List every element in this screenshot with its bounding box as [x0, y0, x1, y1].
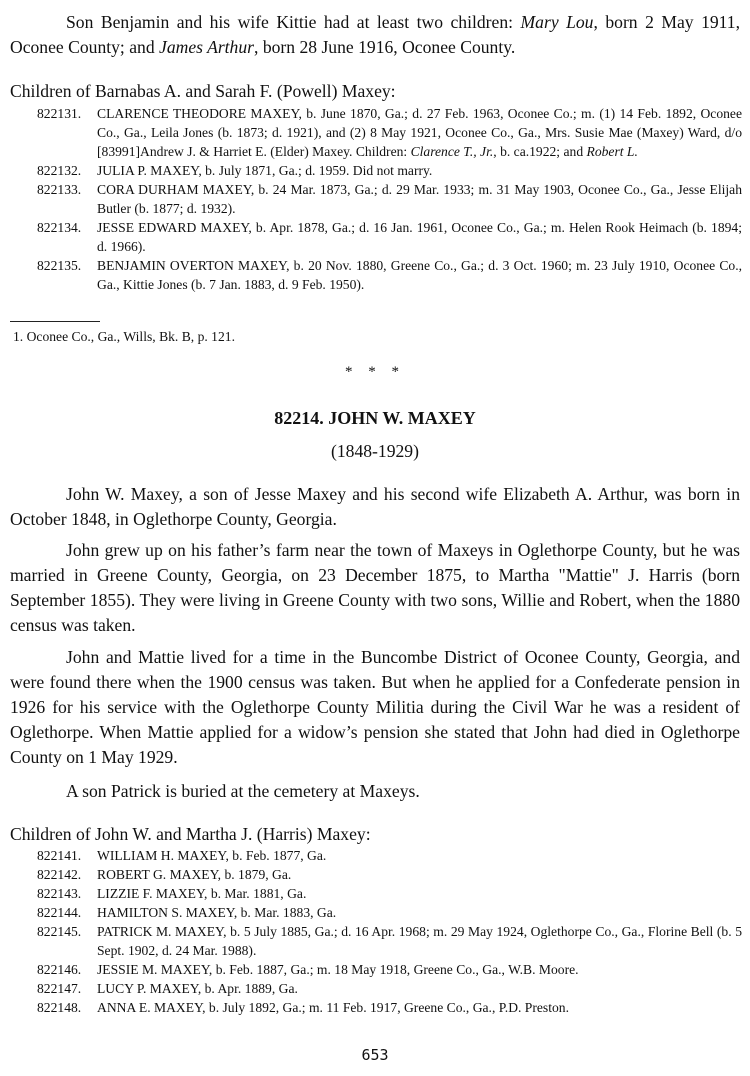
john-children-list — [0, 846, 742, 1017]
genealogy-entry — [0, 998, 742, 1017]
barnabas-children-heading: Children of Barnabas A. and Sarah F. (Powell) Maxey: — [10, 81, 396, 101]
entry-number: 822141. — [37, 848, 82, 863]
genealogy-entry — [0, 903, 742, 922]
genealogy-entry — [0, 180, 742, 218]
entry-number: 822147. — [37, 981, 82, 996]
entry-text: JESSIE M. MAXEY, b. Feb. 1887, Ga.; m. 18 May 1918, Greene Co., Ga., W.B. Moore. — [97, 962, 579, 977]
genealogy-entry — [0, 960, 742, 979]
entry-text: , b. ca.1922; and — [493, 144, 587, 159]
section-title: 82214. JOHN W. MAXEY — [274, 408, 476, 428]
genealogy-entry — [0, 979, 742, 998]
section-dates: (1848-1929) — [331, 441, 419, 461]
body-paragraph: John and Mattie lived for a time in the Buncombe District of Oconee County, Georgia, and were found there when the 1900 census was taken. But when he applied for a Confederate pension in 1926 for his service with the Oglethorpe County Militia during the Civil War he was a resident of Oglethorpe. When Mattie applied for a widow’s pension she stated that John had died in Oglethorpe County on 1 May 1929. — [10, 647, 740, 767]
entry-text: LUCY P. MAXEY, b. Apr. 1889, Ga. — [97, 981, 298, 996]
entry-text: BENJAMIN OVERTON MAXEY, b. 20 Nov. 1880, Greene Co., Ga.; d. 3 Oct. 1960; m. 23 July 1910, Oconee Co., Ga., Kittie Jones (b. 7 Jan. 1883, d. 9 Feb. 1950). — [97, 258, 742, 292]
child-name: Clarence T., Jr. — [410, 144, 494, 159]
paragraph-text: , born 2 May 1911, Oconee County; and — [10, 12, 740, 57]
child-name: Mary Lou — [520, 12, 594, 32]
entry-text: PATRICK M. MAXEY, b. 5 July 1885, Ga.; d. 16 Apr. 1968; m. 29 May 1924, Oglethorpe Co., Ga., Florine Bell (b. 5 Sept. 1902, d. 24 Mar. 1988). — [97, 924, 742, 958]
genealogy-entry — [0, 846, 742, 865]
entry-number: 822131. — [37, 106, 82, 121]
genealogy-entry — [0, 884, 742, 903]
entry-number: 822148. — [37, 1000, 82, 1015]
entry-text: ROBERT G. MAXEY, b. 1879, Ga. — [97, 867, 292, 882]
entry-text: WILLIAM H. MAXEY, b. Feb. 1877, Ga. — [97, 848, 327, 863]
entry-number: 822144. — [37, 905, 82, 920]
child-name: Robert L. — [586, 144, 638, 159]
entry-number: 822132. — [37, 163, 82, 178]
entry-text: HAMILTON S. MAXEY, b. Mar. 1883, Ga. — [97, 905, 337, 920]
entry-text: ANNA E. MAXEY, b. July 1892, Ga.; m. 11 Feb. 1917, Greene Co., Ga., P.D. Preston. — [97, 1000, 569, 1015]
body-paragraph: John grew up on his father’s farm near the town of Maxeys in Oglethorpe County, but he was married in Greene County, Georgia, on 23 December 1875, to Martha "Mattie" J. Harris (born September 1855). They were living in Greene County with two sons, Willie and Robert, when the 1880 census was taken. — [10, 540, 740, 635]
body-paragraph: John W. Maxey, a son of Jesse Maxey and his second wife Elizabeth A. Arthur, was born in October 1848, in Oglethorpe County, Georgia. — [10, 484, 740, 529]
genealogy-entry — [0, 218, 742, 256]
genealogy-entry — [0, 161, 742, 180]
footnote: 1. Oconee Co., Ga., Wills, Bk. B, p. 121. — [13, 329, 235, 344]
entry-number: 822135. — [37, 258, 82, 273]
john-children-heading: Children of John W. and Martha J. (Harris) Maxey: — [10, 824, 371, 844]
entry-number: 822142. — [37, 867, 82, 882]
entry-number: 822133. — [37, 182, 82, 197]
benjamin-children-paragraph — [10, 10, 740, 60]
entry-text: CLARENCE THEODORE MAXEY, b. June 1870, Ga.; d. 27 Feb. 1963, Oconee Co.; m. (1) 14 Feb. 1892, Oconee Co., Ga., Leila Jones (b. 1873; d. 1921), and (2) 8 May 1921, Oconee Co., Ga., Mrs. Susie Mae (Maxey) Ward, d/o [83991]Andrew J. & Harriet E. (Elder) Maxey. Children: — [97, 106, 742, 159]
page-number: 653 — [361, 1046, 389, 1064]
paragraph-text: Son Benjamin and his wife Kittie had at least two children: — [66, 12, 521, 32]
genealogy-entry — [0, 922, 742, 960]
section-separator: * * * — [345, 364, 405, 380]
entry-text: JULIA P. MAXEY, b. July 1871, Ga.; d. 1959. Did not marry. — [97, 163, 433, 178]
genealogy-entry — [0, 256, 742, 294]
entry-number: 822143. — [37, 886, 82, 901]
footnote-divider — [10, 321, 100, 322]
body-paragraph: A son Patrick is buried at the cemetery at Maxeys. — [66, 781, 420, 801]
barnabas-children-list — [0, 104, 742, 294]
entry-text: LIZZIE F. MAXEY, b. Mar. 1881, Ga. — [97, 886, 307, 901]
entry-text: CORA DURHAM MAXEY, b. 24 Mar. 1873, Ga.; d. 29 Mar. 1933; m. 31 May 1903, Oconee Co., Ga., Jesse Elijah Butler (b. 1877; d. 1932). — [97, 182, 742, 216]
paragraph-text: , born 28 June 1916, Oconee County. — [254, 37, 516, 57]
entry-text: JESSE EDWARD MAXEY, b. Apr. 1878, Ga.; d. 16 Jan. 1961, Oconee Co., Ga.; m. Helen Rook Heimach (b. 1894; d. 1966). — [97, 220, 742, 254]
entry-number: 822146. — [37, 962, 82, 977]
genealogy-entry — [0, 865, 742, 884]
genealogy-entry — [0, 104, 742, 161]
entry-number: 822145. — [37, 924, 82, 939]
child-name: James Arthur — [159, 37, 255, 57]
entry-number: 822134. — [37, 220, 82, 235]
